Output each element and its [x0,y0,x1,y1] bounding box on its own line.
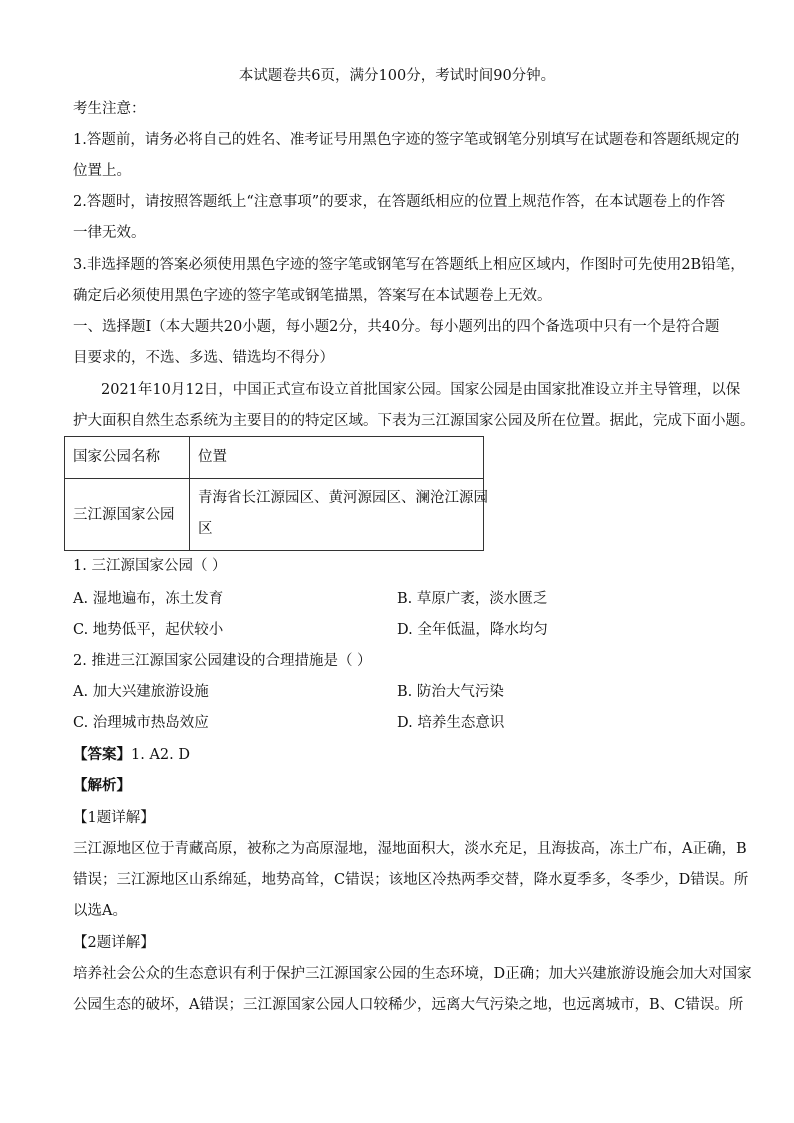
answer-line [73,745,190,765]
question-1-option-b: B. 草原广袤，淡水匮乏 [397,591,548,607]
notice-title: 考生注意： [73,101,146,117]
exam-header: 本试题卷共6页，满分100分，考试时间90分钟。 [238,68,556,84]
passage-line: 护大面积自然生态系统为主要目的的特定区域。下表为三江源国家公园及所在位置。据此，完成下面小题。 [73,413,755,429]
detail-1-line: 错误；三江源地区山系绵延，地势高耸，C错误；该地区冷热两季交替，降水夏季多，冬季少，D错误。所 [73,872,749,888]
question-2-option-c: C. 治理城市热岛效应 [73,715,209,731]
analysis-label: 【解析】 [73,777,131,794]
table-header-name: 国家公园名称 [73,449,160,465]
detail-1-label: 【1题详解】 [73,810,155,826]
notice-line: 位置上。 [73,163,131,179]
question-2-stem: 2. 推进三江源国家公园建设的合理措施是（ ） [73,653,372,669]
question-1-option-d: D. 全年低温，降水均匀 [397,622,548,638]
table-header-location: 位置 [198,449,227,465]
passage-line: 2021年10月12日，中国正式宣布设立首批国家公园。国家公园是由国家批准设立并主导管理，以保 [101,382,741,398]
notice-line: 2.答题时，请按照答题纸上“注意事项”的要求，在答题纸相应的位置上规范作答，在本试题卷上的作答 [73,194,726,210]
question-1-option-c: C. 地势低平，起伏较小 [73,622,224,638]
notice-line: 确定后必须使用黑色字迹的签字笔或钢笔描黑，答案写在本试题卷上无效。 [73,288,552,304]
section-heading: 一、选择题Ⅰ（本大题共20小题，每小题2分，共40分。每小题列出的四个备选项中只有一个是符合题 [73,319,720,335]
table-cell-name: 三江源国家公园 [73,507,175,523]
question-2-option-a: A. 加大兴建旅游设施 [73,684,209,700]
detail-2-line: 培养社会公众的生态意识有利于保护三江源国家公园的生态环境，D正确；加大兴建旅游设施会加大对国家 [73,966,752,982]
question-2-option-d: D. 培养生态意识 [397,715,505,731]
section-heading: 目要求的，不选、多选、错选均不得分） [73,350,334,366]
detail-2-label: 【2题详解】 [73,935,155,951]
table-cell-location: 青海省长江源园区、黄河源园区、澜沧江源园 [198,490,488,506]
question-2-option-b: B. 防治大气污染 [397,684,504,700]
detail-1-line: 以选A。 [73,903,127,919]
notice-line: 3.非选择题的答案必须使用黑色字迹的签字笔或钢笔写在答题纸上相应区域内，作图时可先使用2B铅笔， [73,257,745,273]
park-table [64,436,488,551]
question-1-option-a: A. 湿地遍布，冻土发育 [73,591,224,607]
answer-text: 1. A2. D [131,747,190,763]
notice-line: 1.答题前，请务必将自己的姓名、准考证号用黑色字迹的签字笔或钢笔分别填写在试题卷和答题纸规定的 [73,132,740,148]
detail-1-line: 三江源地区位于青藏高原，被称之为高原湿地，湿地面积大，淡水充足，且海拔高，冻土广布，A正确，B [73,841,747,857]
notice-line: 一律无效。 [73,225,146,241]
table-divider [65,478,483,479]
question-1-stem: 1. 三江源国家公园（ ） [73,558,227,574]
table-divider [189,437,190,550]
answer-label: 【答案】 [73,746,131,763]
table-cell-location: 区 [198,521,213,537]
detail-2-line: 公园生态的破坏，A错误；三江源国家公园人口较稀少，远离大气污染之地，也远离城市，B、C错误。所 [73,997,744,1013]
